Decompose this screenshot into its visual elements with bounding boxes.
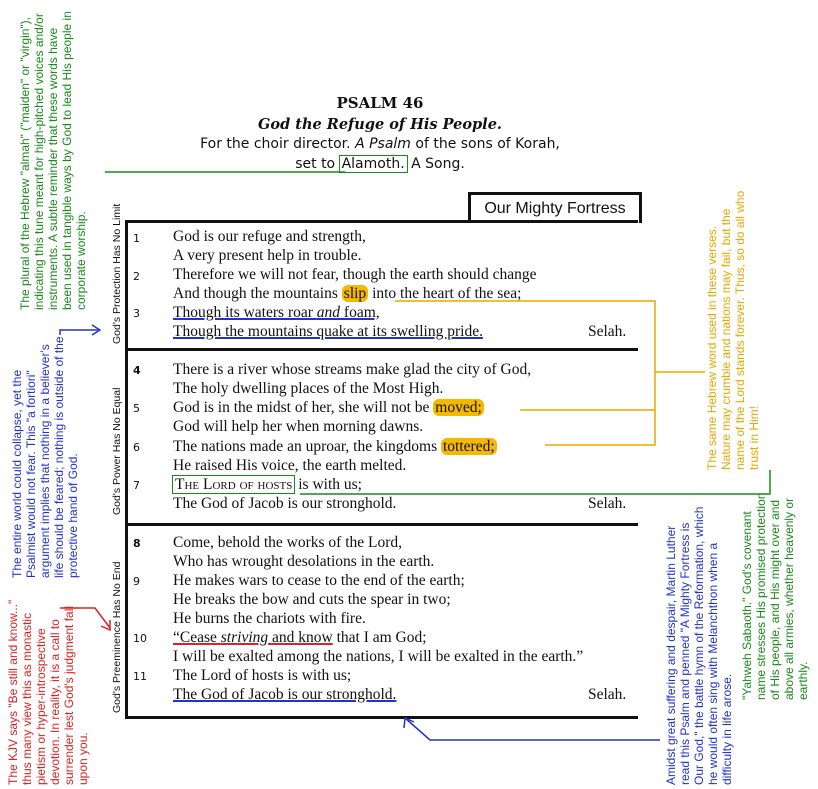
selah-label: Selah.	[588, 323, 627, 340]
selah-label: Selah.	[588, 686, 627, 703]
section-label-protection: God's Protection Has No Limit	[111, 203, 123, 344]
verse-line: He breaks the bow and cuts the spear in two;	[173, 591, 451, 608]
verse-line: “Cease striving and know that I am God;	[173, 629, 427, 646]
selah-label: Selah.	[588, 495, 627, 512]
verse-line: The God of Jacob is our stronghold.	[173, 495, 397, 512]
verse-line: The God of Jacob is our stronghold.	[173, 686, 397, 703]
verse-number: 8	[133, 537, 141, 550]
verse-line: God is our refuge and strength,	[173, 228, 366, 245]
verse-number: 11	[133, 670, 147, 683]
verse-line: He makes wars to cease to the end of the earth;	[173, 572, 465, 589]
highlight-slip: slip	[343, 285, 367, 302]
verse-number: 5	[133, 402, 140, 415]
verse-line: Though the mountains quake at its swelling pride.	[173, 323, 483, 340]
verse-line: God will help her when morning dawns.	[173, 418, 424, 435]
section-label-power: God's Power Has No Equal	[111, 387, 123, 515]
verse-line: And though the mountains slip into the heart of the sea;	[173, 285, 522, 302]
verse-number: 9	[133, 575, 140, 588]
alamoth-word: Alamoth.	[341, 156, 405, 172]
verse-line: Come, behold the works of the Lord,	[173, 534, 403, 551]
psalm-subtitle: God the Refuge of His People.	[258, 116, 502, 133]
verse-line: There is a river whose streams make glad the city of God,	[173, 361, 532, 378]
sabaoth-note: "Yahweh Sabaoth." God's covenant name stresses His promised protection of His people, and His might over and above all armies, whether heavenly or earthly.	[740, 492, 810, 700]
verse-line: He burns the chariots with fire.	[173, 610, 366, 627]
verse-line: Therefore we will not fear, though the earth should change	[173, 266, 537, 283]
highlight-moved: moved;	[435, 399, 482, 416]
fortiori-note: The entire world could collapse, yet the Psalmist would not fear. This "a fortiori" argument implies that nothing in a believer's life should be feared; nothing is outside of the protective hand of God.	[10, 336, 80, 578]
verse-number: 1	[133, 232, 140, 245]
verse-line: Who has wrought desolations in the earth.	[173, 553, 435, 570]
verse-line: Though its waters roar and foam,	[173, 304, 380, 321]
section-label-preeminence: God's Preeminence Has No End	[111, 561, 123, 713]
psalm-title: PSALM 46	[336, 94, 424, 112]
verse-line: The holy dwelling places of the Most High.	[173, 380, 444, 397]
verse-number: 2	[133, 270, 140, 283]
verse-line: I will be exalted among the nations, I will be exalted in the earth.”	[173, 648, 584, 665]
verse-line: He raised His voice, the earth melted.	[173, 457, 407, 474]
director-line: For the choir director. A Psalm of the sons of Korah,	[200, 136, 560, 152]
alamoth-note: The plural of the Hebrew "almah" ("maiden" or "virgin"), indicating this tune meant for high-pitched voices and/or instruments. A subtle reminder that these words have been used in tangible ways by God to lead His people in corporate worship.	[18, 11, 88, 310]
verse-number: 7	[133, 479, 140, 492]
verse-line: God is in the midst of her, she will not be moved;	[173, 399, 482, 416]
hebrew-word-note: The same Hebrew word used in these verses. Nature may crumble and nations may fail, but the name of the Lord stands forever. Thus, so do all who trust in Him!	[705, 190, 761, 470]
highlight-tottered: tottered;	[442, 438, 495, 455]
verse-number: 3	[133, 307, 140, 320]
verse-line: The Lord of hosts is with us;	[175, 476, 362, 493]
set-line: set to Alamoth. A Song.	[295, 156, 465, 172]
lord-of-hosts-box: The Lord of hosts	[175, 476, 293, 493]
verse-number: 4	[133, 364, 141, 377]
verse-line: The nations made an uproar, the kingdoms tottered;	[173, 438, 495, 455]
verse-number: 6	[133, 441, 140, 454]
verse-line: The Lord of hosts is with us;	[173, 667, 352, 684]
verse-number: 10	[133, 632, 147, 645]
verse-line: A very present help in trouble.	[173, 247, 362, 264]
luther-note: Amidst great suffering and despair, Martin Luther read this Psalm and penned "A Mighty Fortress is Our God," the battle hymn of the Reformation, which he would often sing with Melanchthon when a difficulty in life arose.	[664, 506, 734, 785]
hymn-title-box: Our Mighty Fortress	[468, 192, 642, 223]
kjv-note: The KJV says "Be still and know..." thus many view this as monastic pietism or hyper-introspective devotion. In reality, it is a call to surrender lest God's judgment fall upon you.	[6, 599, 90, 785]
